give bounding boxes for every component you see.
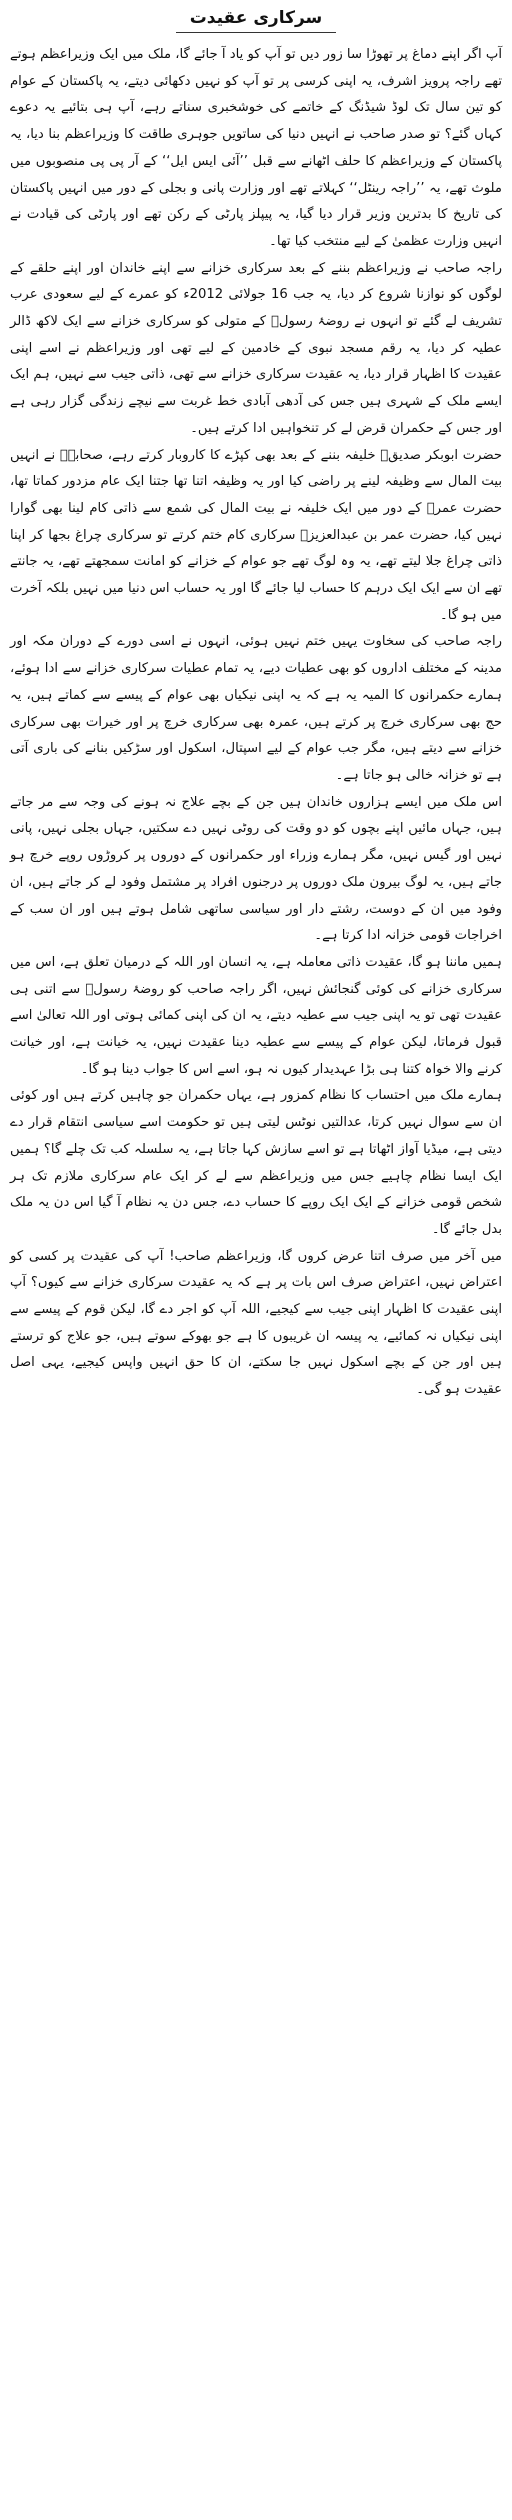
article-paragraph-4: راجہ صاحب کی سخاوت یہیں ختم نہیں ہوئی، انہوں نے اسی دورے کے دوران مکہ اور مدینہ کے مختلف اداروں کو بھی عطیات دیے، یہ تمام عطیات سرکاری خزانے سے ادا ہوئے، ہمارے حکمرانوں کا المیہ یہ ہے کہ یہ اپنی نیکیاں بھی عوام کے پیسے سے کماتے ہیں، یہ حج بھی سرکاری خرچ پر کرتے ہیں، عمرہ بھی سرکاری خرچ پر اور خیرات بھی سرکاری خزانے سے دیتے ہیں، مگر جب عوام کے لیے اسپتال، اسکول اور سڑکیں بنانے کی باری آتی ہے تو خزانہ خالی ہو جاتا ہے۔ (10, 634, 502, 783)
title-wrap (10, 6, 502, 36)
article-paragraph-6: ہمیں ماننا ہو گا، عقیدت ذاتی معاملہ ہے، یہ انسان اور اللہ کے درمیان تعلق ہے، اس میں سرکاری خزانے کی کوئی گنجائش نہیں، اگر راجہ صاحب کو روضۂ رسولؐ سے اتنی ہی عقیدت تھی تو یہ اپنی جیب سے عطیہ دیتے، یہ ان کی اپنی کمائی ہوتی اور اللہ تعالیٰ اسے قبول فرماتا، لیکن عوام کے پیسے سے عطیہ دینا عقیدت نہیں، یہ خیانت ہے، اور خیانت کرنے والا خواہ کتنا ہی بڑا عہدیدار کیوں نہ ہو، اسے اس کا جواب دینا ہو گا۔ (10, 954, 502, 1077)
article-paragraph-7: ہمارے ملک میں احتساب کا نظام کمزور ہے، یہاں حکمران جو چاہیں کرتے ہیں اور کوئی ان سے سوال نہیں کرتا، عدالتیں نوٹس لیتی ہیں تو حکومت اسے سیاسی انتقام قرار دے دیتی ہے، میڈیا آواز اٹھاتا ہے تو اسے سازش کہا جاتا ہے، یہ سلسلہ کب تک چلے گا؟ ہمیں ایک ایسا نظام چاہیے جس میں وزیراعظم سے لے کر ایک عام سرکاری ملازم تک ہر شخص قومی خزانے کے ایک ایک روپے کا حساب دے، جس دن یہ نظام آ گیا اس دن یہ ملک بدل جائے گا۔ (10, 1088, 502, 1237)
article-paragraph-5: اس ملک میں ایسے ہزاروں خاندان ہیں جن کے بچے علاج نہ ہونے کی وجہ سے مر جاتے ہیں، جہاں مائیں اپنے بچوں کو دو وقت کی روٹی نہیں دے سکتیں، جہاں بجلی نہیں، پانی نہیں اور گیس نہیں، مگر ہمارے وزراء اور حکمرانوں کے دوروں پر کروڑوں روپے خرچ ہو جاتے ہیں، یہ لوگ بیرون ملک دوروں پر درجنوں افراد پر مشتمل وفود لے کر جاتے ہیں، ان وفود میں ان کے دوست، رشتے دار اور سیاسی ساتھی شامل ہوتے ہیں اور ان سب کے اخراجات قومی خزانہ ادا کرتا ہے۔ (10, 794, 502, 944)
article-paragraph-2: راجہ صاحب نے وزیراعظم بننے کے بعد سرکاری خزانے سے اپنے خاندان اور اپنے حلقے کے لوگوں کو نوازنا شروع کر دیا، یہ جب 16 جولائی 2012ء کو عمرے کے لیے سعودی عرب تشریف لے گئے تو انہوں نے روضۂ رسولؐ کے متولی کو سرکاری خزانے سے ایک لاکھ ڈالر عطیہ کر دیا، یہ رقم مسجد نبوی کے خادمین کے لیے تھی اور وزیراعظم نے اسے اپنی عقیدت کا اظہار قرار دیا، یہ عقیدت سرکاری خزانے سے تھی، ذاتی جیب سے نہیں، ہم ایک ایسے ملک کے شہری ہیں جس کی آدھی آبادی خط غربت سے نیچے زندگی گزار رہی ہے اور جس کے حکمران قرض لے کر تنخواہیں ادا کرتے ہیں۔ (10, 260, 502, 436)
article-paragraph-8: میں آخر میں صرف اتنا عرض کروں گا، وزیراعظم صاحب! آپ کی عقیدت پر کسی کو اعتراض نہیں، اعتراض صرف اس بات پر ہے کہ یہ عقیدت سرکاری خزانے سے کیوں؟ آپ اپنی عقیدت کا اظہار اپنی جیب سے کیجیے، اللہ آپ کو اجر دے گا، لیکن قوم کے پیسے سے اپنی نیکیاں نہ کمائیے، یہ پیسہ ان غریبوں کا ہے جو بھوکے سوتے ہیں، جو علاج کو ترستے ہیں اور جن کے بچے اسکول نہیں جا سکتے، ان کا حق انہیں واپس کیجیے، یہی اصل عقیدت ہو گی۔ (10, 1248, 502, 1398)
article-paragraph-3: حضرت ابوبکر صدیقؓ خلیفہ بننے کے بعد بھی کپڑے کا کاروبار کرتے رہے، صحابہؓ نے انہیں بیت المال سے وظیفہ لینے پر راضی کیا اور یہ وظیفہ اتنا تھا جتنا ایک عام مزدور کماتا تھا، حضرت عمرؓ کے دور میں ایک خلیفہ نے بیت المال کی شمع سے ذاتی کام لینا بھی گوارا نہیں کیا، حضرت عمر بن عبدالعزیزؒ سرکاری کام ختم کرتے تو سرکاری چراغ بجھا کر اپنا ذاتی چراغ جلا لیتے تھے، یہ وہ لوگ تھے جو عوام کے خزانے کو امانت سمجھتے تھے، یہ جانتے تھے ان سے ایک ایک درہم کا حساب لیا جائے گا اور یہ حساب اس دنیا میں نہیں بلکہ آخرت میں ہو گا۔ (10, 447, 502, 623)
article-title: سرکاری عقیدت (176, 6, 337, 33)
article-paragraph-1: آپ اگر اپنے دماغ پر تھوڑا سا زور دیں تو آپ کو یاد آ جائے گا، ملک میں ایک وزیراعظم ہوتے تھے راجہ پرویز اشرف، یہ اپنی کرسی پر تو آپ کو نہیں دکھائی دیتے، یہ پاکستان کے عوام کو تین سال تک لوڈ شیڈنگ کے خاتمے کی خوشخبری سناتے رہے، آپ ہی بتائیے یہ دعوے کہاں گئے؟ تو صدر صاحب نے انہیں دنیا کی ساتویں جوہری طاقت کا وزیراعظم بنا دیا، یہ پاکستان کے وزیراعظم کا حلف اٹھانے سے قبل ’’آئی ایس ایل‘‘ کے آر پی پی منصوبوں میں ملوث تھے، یہ ’’راجہ رینٹل‘‘ کہلاتے تھے اور وزارت پانی و بجلی کے دور میں انہیں پاکستان کی تاریخ کا بدترین وزیر قرار دیا گیا، یہ پیپلز پارٹی کے رکن تھے اور پارٹی کی قیادت نے انہیں وزارت عظمیٰ کے لیے منتخب کیا تھا۔ (10, 47, 502, 249)
